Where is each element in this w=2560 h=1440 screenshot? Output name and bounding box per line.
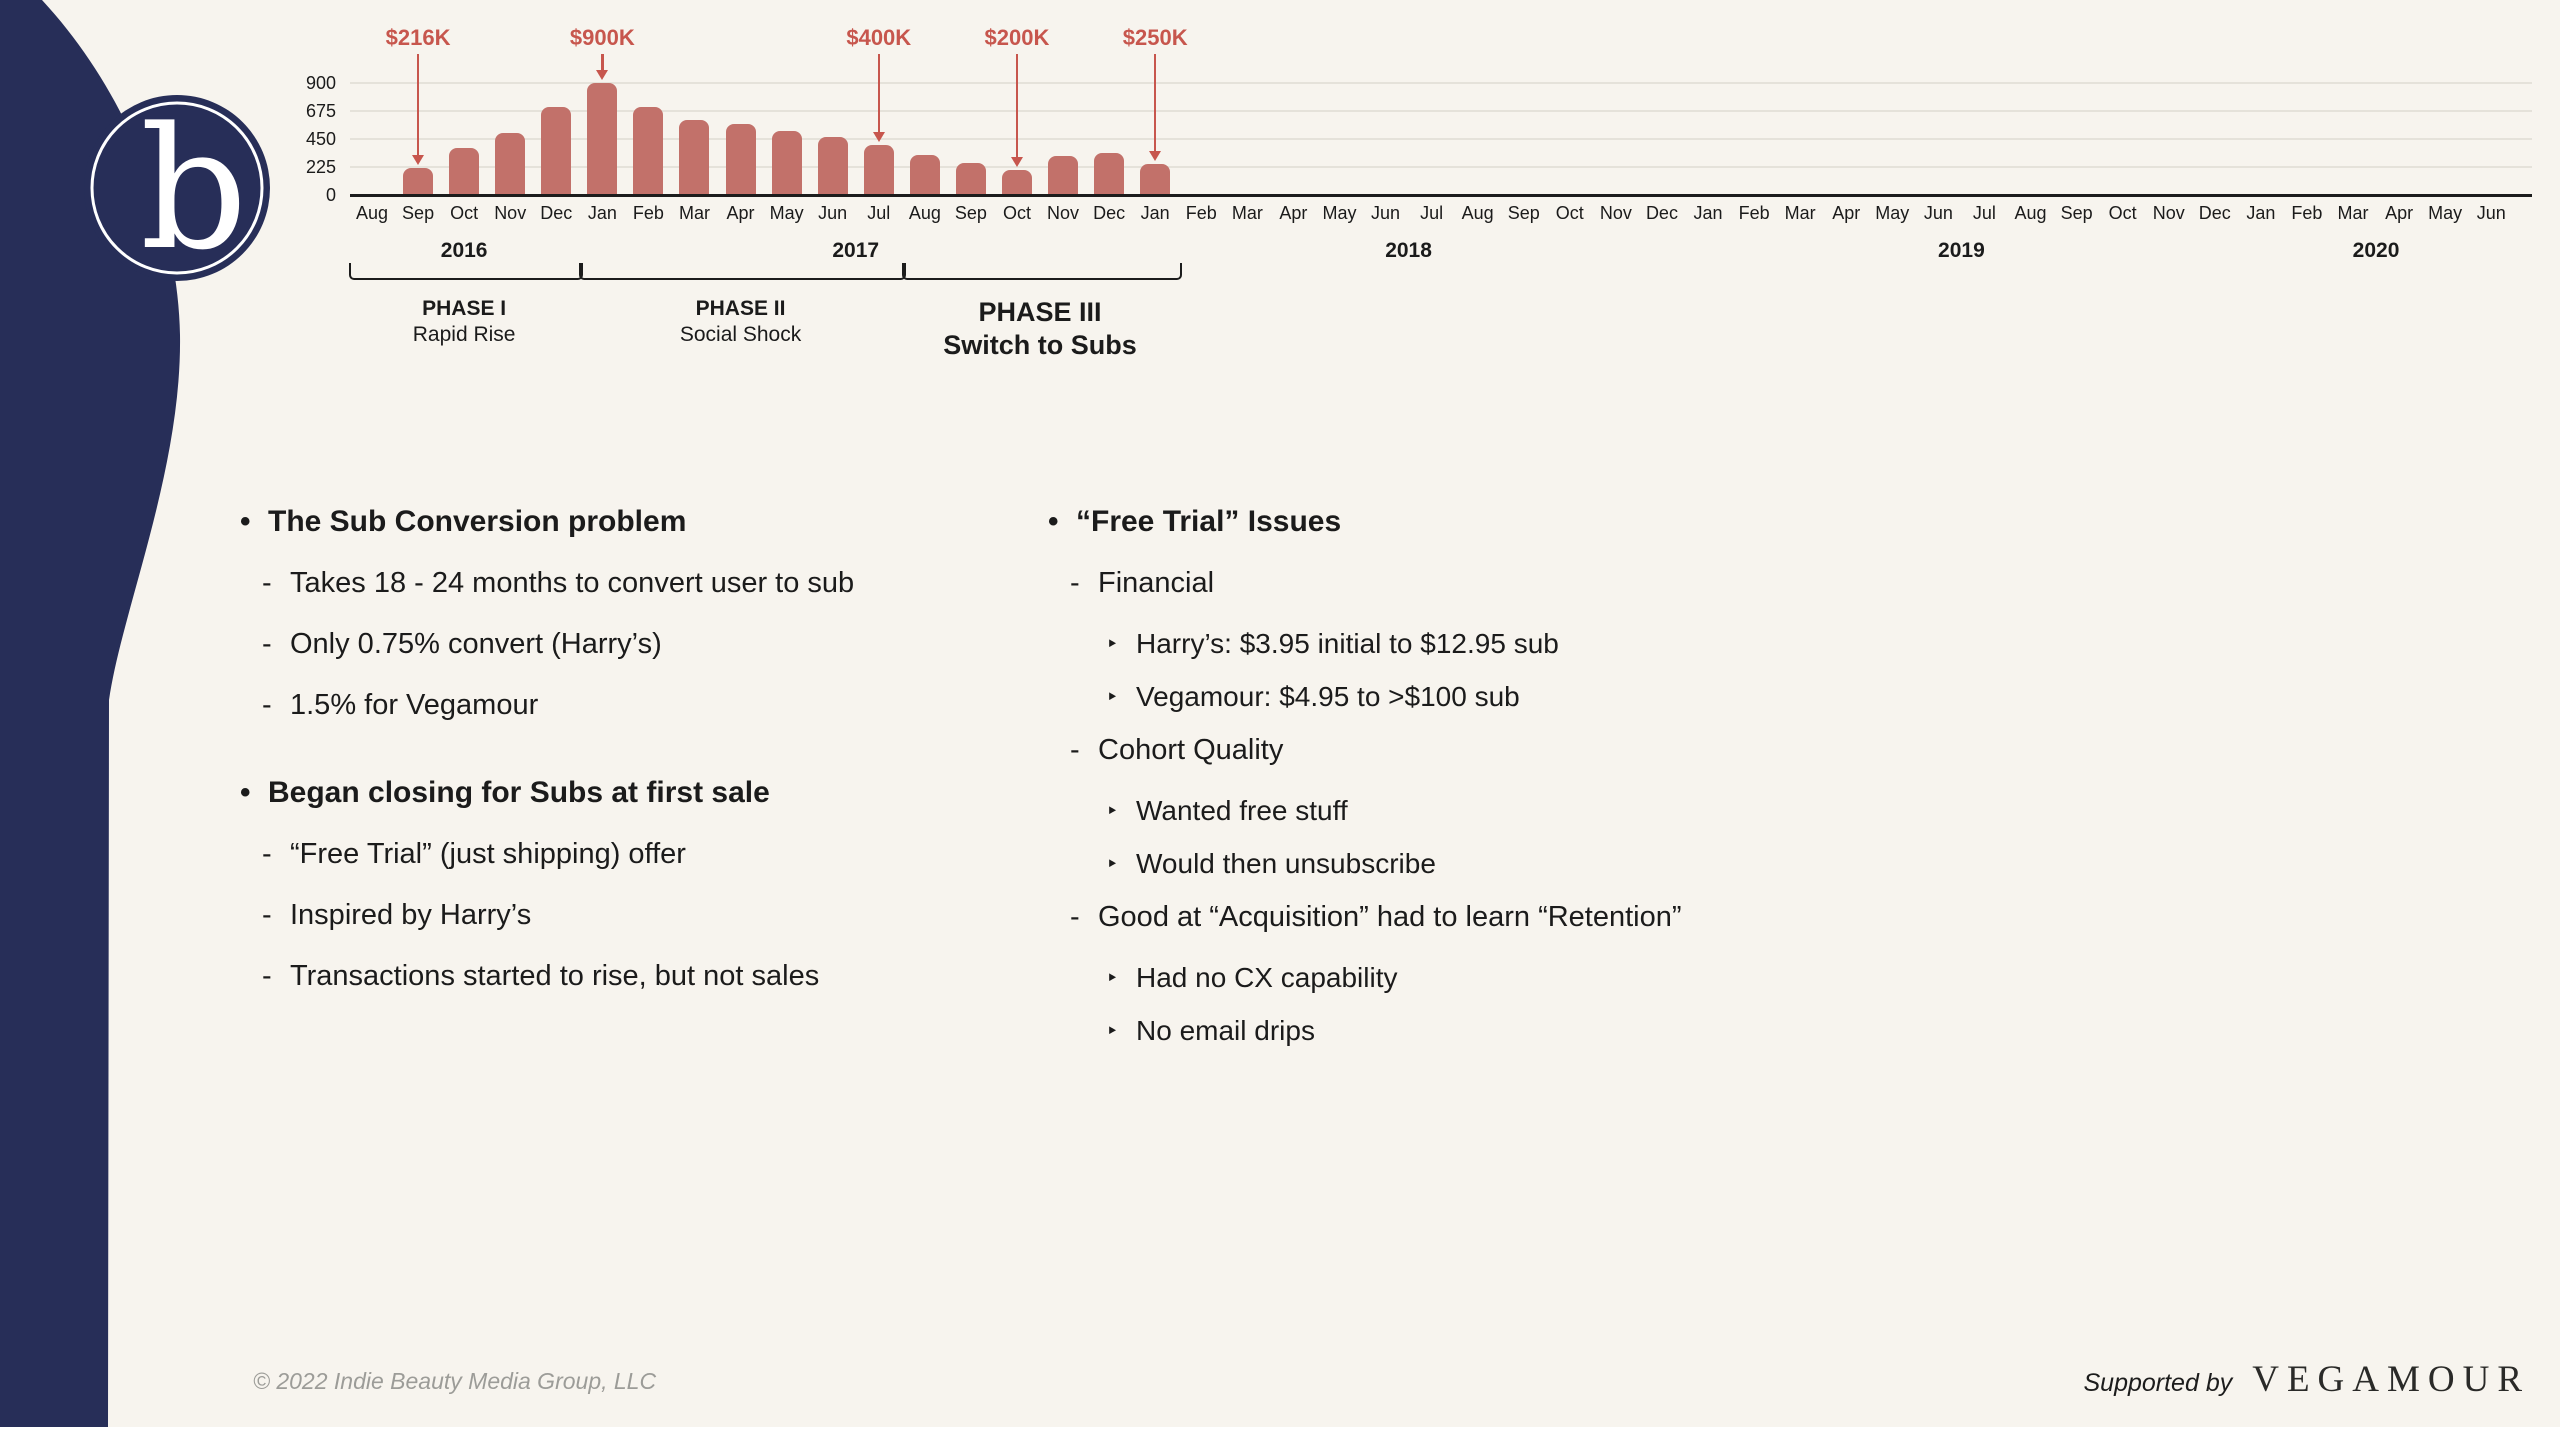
notes-block	[240, 505, 1030, 722]
supported-by-text: Supported by	[2083, 1369, 2233, 1397]
revenue-bar	[1048, 156, 1078, 195]
phase-desc: Rapid Rise	[412, 323, 516, 347]
revenue-bar	[679, 120, 709, 195]
year-label: 2018	[1385, 239, 1432, 262]
bullet-marker: -	[262, 899, 272, 931]
bullet-marker: -	[1070, 901, 1080, 933]
note-item	[1106, 962, 1908, 994]
bullet-marker: -	[262, 689, 272, 721]
revenue-bar	[495, 133, 525, 195]
annotation-arrow	[417, 54, 420, 155]
note-item	[240, 776, 1030, 810]
annotation-arrow	[1154, 54, 1157, 151]
note-text: Inspired by Harry’s	[290, 899, 532, 931]
phase-desc: Switch to Subs	[943, 329, 1137, 360]
month-label: Feb	[632, 203, 664, 223]
annotation-arrowhead	[412, 155, 424, 165]
note-text: Financial	[1098, 567, 1215, 599]
note-item	[1106, 1015, 1908, 1047]
bullet-marker: -	[262, 628, 272, 660]
note-item	[1070, 734, 1908, 767]
bullet-marker: -	[1070, 567, 1080, 599]
note-text: Transactions started to rise, but not sales	[290, 960, 820, 992]
annotation-arrowhead	[1149, 151, 1161, 161]
revenue-bar	[1094, 153, 1124, 195]
month-label: Jun	[1371, 203, 1401, 223]
annotation-arrowhead	[873, 132, 885, 142]
annotation-arrow	[1016, 54, 1019, 157]
month-label: Aug	[908, 203, 941, 223]
year-label: 2016	[440, 239, 488, 262]
month-label: Aug	[355, 203, 389, 223]
month-label: Jul	[1972, 203, 1996, 223]
note-item	[262, 628, 1030, 661]
note-item	[262, 899, 1030, 932]
note-text: Only 0.75% convert (Harry’s)	[290, 628, 662, 660]
note-text: Vegamour: $4.95 to >$100 sub	[1136, 681, 1520, 712]
month-label: Dec	[2198, 203, 2231, 223]
revenue-bar	[449, 148, 479, 195]
bullet-marker: ‣	[1106, 633, 1119, 656]
year-label: 2017	[832, 239, 880, 262]
bullet-marker: •	[240, 505, 251, 538]
month-label: Jan	[1140, 203, 1170, 223]
bullet-marker: •	[240, 776, 251, 809]
note-item	[240, 505, 1030, 539]
phase-name: PHASE II	[695, 297, 786, 320]
revenue-bar	[956, 163, 986, 195]
year-label: 2019	[1938, 239, 1985, 262]
annotation-label: $250K	[1122, 25, 1188, 50]
note-item	[1106, 848, 1908, 880]
bullet-marker: -	[1070, 734, 1080, 766]
revenue-bar	[541, 107, 571, 195]
phase-bracket	[579, 263, 905, 280]
note-item	[262, 567, 1030, 600]
note-item	[1106, 795, 1908, 827]
month-label: Sep	[1507, 203, 1540, 223]
month-label: Feb	[1185, 203, 1217, 223]
month-label: Jun	[2476, 203, 2506, 223]
month-label: Oct	[1555, 203, 1584, 223]
month-label: Aug	[1461, 203, 1494, 223]
note-item	[262, 838, 1030, 871]
month-label: Nov	[1599, 203, 1632, 223]
month-label: Nov	[2152, 203, 2185, 223]
revenue-bar	[587, 83, 617, 195]
month-label: Feb	[1738, 203, 1770, 223]
annotation-arrow	[878, 54, 881, 132]
bullet-marker: -	[262, 960, 272, 992]
notes-column-right	[1048, 505, 1908, 1101]
note-item	[1106, 628, 1908, 660]
month-label: Mar	[2337, 203, 2369, 223]
gridline	[350, 166, 2532, 168]
month-label: Aug	[2014, 203, 2047, 223]
revenue-bar	[910, 155, 940, 195]
month-label: Jul	[867, 203, 891, 223]
month-label: Sep	[402, 203, 435, 223]
month-label: Jun	[1923, 203, 1953, 223]
note-text: 1.5% for Vegamour	[290, 689, 539, 721]
gridline	[350, 82, 2532, 84]
bullet-marker: ‣	[1106, 800, 1119, 823]
phase-name: PHASE III	[978, 297, 1102, 327]
sponsor-lockup	[2084, 1358, 2531, 1401]
month-label: Jan	[2246, 203, 2276, 223]
y-axis-label: 0	[325, 185, 336, 205]
month-label: Nov	[1047, 203, 1080, 223]
month-label: Apr	[726, 203, 755, 223]
vegamour-wordmark: VEGAMOUR	[2252, 1359, 2530, 1400]
month-label: Apr	[1279, 203, 1308, 223]
phase-bracket	[902, 263, 1182, 280]
notes-block	[240, 776, 1030, 993]
note-item	[1048, 505, 1908, 539]
month-label: Oct	[450, 203, 479, 223]
note-text: The Sub Conversion problem	[268, 505, 687, 538]
bullet-marker: ‣	[1106, 967, 1119, 990]
revenue-bar-chart	[0, 0, 2560, 400]
x-axis-line	[350, 194, 2532, 197]
month-label: May	[2428, 203, 2463, 223]
note-text: Harry’s: $3.95 initial to $12.95 sub	[1136, 628, 1559, 659]
bullet-marker: ‣	[1106, 686, 1119, 709]
y-axis-label: 225	[305, 157, 336, 177]
phase-desc: Social Shock	[679, 323, 802, 347]
revenue-bar	[1140, 164, 1170, 195]
annotation-arrowhead	[596, 70, 608, 80]
note-text: Good at “Acquisition” had to learn “Retention”	[1098, 901, 1682, 933]
month-label: May	[769, 203, 804, 223]
note-text: Wanted free stuff	[1136, 795, 1348, 826]
gridline	[350, 138, 2532, 140]
month-label: Jan	[1693, 203, 1723, 223]
note-text: Began closing for Subs at first sale	[268, 776, 770, 809]
logo-b: b	[140, 91, 248, 287]
month-label: Sep	[954, 203, 987, 223]
note-text: “Free Trial” Issues	[1076, 505, 1342, 538]
month-label: Apr	[2385, 203, 2414, 223]
month-label: Jan	[587, 203, 617, 223]
bullet-marker: -	[262, 838, 272, 870]
notes-block	[1048, 505, 1908, 1047]
annotation-label: $216K	[385, 25, 451, 50]
note-item	[262, 960, 1030, 993]
revenue-bar	[818, 137, 848, 195]
revenue-bar	[403, 168, 433, 195]
phase-name: PHASE I	[422, 297, 507, 320]
note-item	[262, 689, 1030, 722]
month-label: May	[1875, 203, 1910, 223]
month-label: Sep	[2060, 203, 2093, 223]
note-text: Would then unsubscribe	[1136, 848, 1436, 879]
note-text: Had no CX capability	[1136, 962, 1398, 993]
month-label: Oct	[2108, 203, 2137, 223]
month-label: Mar	[678, 203, 710, 223]
revenue-bar	[864, 145, 894, 195]
note-text: Takes 18 - 24 months to convert user to sub	[290, 567, 855, 599]
note-item	[1070, 567, 1908, 600]
gridline	[350, 110, 2532, 112]
annotation-label: $400K	[846, 25, 912, 50]
year-label: 2020	[2352, 239, 2400, 262]
phase-bracket	[349, 263, 583, 280]
copyright-text: © 2022 Indie Beauty Media Group, LLC	[253, 1368, 657, 1394]
revenue-bar	[772, 131, 802, 195]
y-axis-label: 675	[305, 101, 336, 121]
bullet-marker: -	[262, 567, 272, 599]
bullet-marker: •	[1048, 505, 1059, 538]
annotation-arrow	[601, 54, 604, 70]
bullet-marker: ‣	[1106, 1020, 1119, 1043]
month-label: Nov	[494, 203, 527, 223]
month-label: Mar	[1784, 203, 1816, 223]
annotation-label: $900K	[569, 25, 635, 50]
month-label: Dec	[540, 203, 573, 223]
month-label: Mar	[1231, 203, 1263, 223]
note-text: Cohort Quality	[1098, 734, 1284, 766]
revenue-bar	[633, 107, 663, 195]
phase-label	[840, 296, 1240, 362]
month-label: Oct	[1002, 203, 1031, 223]
month-label: Dec	[1645, 203, 1678, 223]
note-item	[1070, 901, 1908, 934]
annotation-arrowhead	[1011, 157, 1023, 167]
month-label: Dec	[1093, 203, 1126, 223]
notes-column-left	[240, 505, 1030, 1047]
note-text: “Free Trial” (just shipping) offer	[290, 838, 686, 870]
y-axis-label: 900	[305, 73, 336, 93]
revenue-bar	[726, 124, 756, 195]
note-item	[1106, 681, 1908, 713]
month-label: May	[1322, 203, 1357, 223]
annotation-label: $200K	[984, 25, 1050, 50]
note-text: No email drips	[1136, 1015, 1315, 1046]
month-label: Apr	[1832, 203, 1861, 223]
month-label: Jul	[1420, 203, 1444, 223]
revenue-bar	[1002, 170, 1032, 195]
bullet-marker: ‣	[1106, 853, 1119, 876]
y-axis-label: 450	[305, 129, 336, 149]
month-label: Feb	[2291, 203, 2323, 223]
month-label: Jun	[818, 203, 848, 223]
